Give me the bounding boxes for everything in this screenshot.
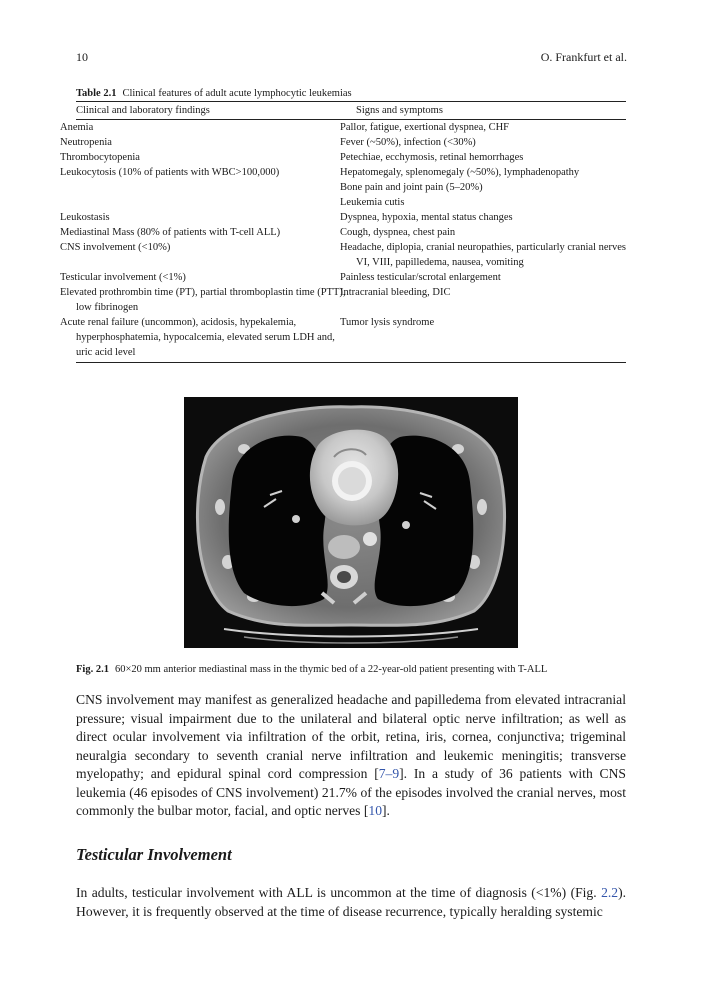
table-row bbox=[76, 225, 626, 240]
signs-cell: Leukemia cutis bbox=[340, 197, 405, 208]
clinical-features-table bbox=[60, 101, 626, 363]
signs-cell: Tumor lysis syndrome bbox=[356, 315, 626, 363]
signs-cell: Hepatomegaly, splenomegaly (~50%), lymphadenopathy bbox=[340, 167, 580, 178]
signs-cell: Fever (~50%), infection (<30%) bbox=[340, 137, 476, 148]
table-row bbox=[76, 285, 626, 315]
finding-cell: Leukostasis bbox=[60, 212, 110, 223]
finding-cell: Leukocytosis (10% of patients with WBC>100,000) bbox=[60, 167, 280, 178]
finding-cell: Acute renal failure (uncommon), acidosis, hypekalemia, hyperphosphatemia, hypocalcemia, elevated serum LDH and, uric acid level bbox=[76, 315, 356, 363]
table-body bbox=[60, 120, 626, 363]
finding-cell: Neutropenia bbox=[60, 137, 112, 148]
citation-link[interactable]: 7–9 bbox=[378, 766, 400, 781]
paragraph-text: CNS involvement may manifest as generalized headache and papilledema from elevated intracranial pressure; visual impairment due to the unilateral and bilateral optic nerve infiltration; as well as direct ocular involvement via infiltration of the orbit, retina, iris, cornea, conjunctiva; trigeminal neuralgia secondary to seventh cranial nerve infiltration and leukemic meningitis; transverse myelopathy; and epidural spinal cord compression [ bbox=[76, 692, 626, 781]
finding-cell: Mediastinal Mass (80% of patients with T-cell ALL) bbox=[60, 227, 281, 238]
signs-cell: Petechiae, ecchymosis, retinal hemorrhages bbox=[340, 152, 524, 163]
signs-cell: Intracranial bleeding, DIC bbox=[340, 287, 451, 298]
signs-cell: Dyspnea, hypoxia, mental status changes bbox=[340, 212, 513, 223]
signs-cell: Cough, dyspnea, chest pain bbox=[340, 227, 456, 238]
finding-cell bbox=[76, 180, 356, 195]
table-header-findings: Clinical and laboratory findings bbox=[76, 102, 356, 120]
signs-cell: Pallor, fatigue, exertional dyspnea, CHF bbox=[340, 122, 509, 133]
paragraph-text: ]. bbox=[381, 803, 390, 818]
citation-link[interactable]: 10 bbox=[368, 803, 382, 818]
figure-caption bbox=[76, 664, 547, 675]
table-row bbox=[76, 240, 626, 270]
finding-cell bbox=[76, 195, 356, 210]
table-row bbox=[76, 150, 626, 165]
signs-cell: Bone pain and joint pain (5–20%) bbox=[340, 182, 483, 193]
running-author: O. Frankfurt et al. bbox=[540, 50, 627, 64]
figure-caption-text: 60×20 mm anterior mediastinal mass in the thymic bed of a 22-year-old patient presenting with T-ALL bbox=[114, 664, 548, 675]
table-row bbox=[76, 180, 626, 195]
ct-scan-drawing bbox=[184, 397, 518, 648]
finding-cell: Thrombocytopenia bbox=[60, 152, 140, 163]
table-header-signs: Signs and symptoms bbox=[356, 102, 626, 120]
table-row bbox=[76, 165, 626, 180]
table-row bbox=[76, 135, 626, 150]
table-label: Table 2.1 bbox=[76, 88, 117, 99]
body-paragraph bbox=[76, 691, 626, 821]
table-caption-text: Clinical features of adult acute lymphocytic leukemias bbox=[122, 88, 352, 99]
table-caption bbox=[76, 88, 352, 99]
paragraph-text: ). However, it is frequently observed at the time of disease recurrence, typically heralding systemic bbox=[76, 885, 626, 919]
finding-cell: Anemia bbox=[60, 122, 94, 133]
table-row bbox=[76, 120, 626, 136]
figure-reference-link[interactable]: 2.2 bbox=[601, 885, 619, 900]
table-row bbox=[76, 270, 626, 285]
table-row bbox=[76, 210, 626, 225]
signs-cell: Headache, diplopia, cranial neuropathies, particularly cranial nerves VI, VIII, papilledema, nausea, vomiting bbox=[340, 242, 626, 268]
section-heading: Testicular Involvement bbox=[76, 845, 232, 864]
paragraph-text: ]. In a study of 36 patients with CNS leukemia (46 episodes of CNS involvement) 21.7% of the episodes involved the cranial nerves, most commonly the bulbar motor, facial, and optic nerves [ bbox=[76, 766, 626, 818]
page-number: 10 bbox=[76, 50, 88, 64]
finding-cell: Elevated prothrombin time (PT), partial thromboplastin time (PTT), low fibrinogen bbox=[60, 287, 346, 313]
ct-scan-image bbox=[184, 397, 518, 648]
body-paragraph bbox=[76, 884, 626, 921]
table-row bbox=[76, 315, 626, 363]
figure-label: Fig. 2.1 bbox=[76, 664, 109, 675]
paragraph-text: In adults, testicular involvement with ALL is uncommon at the time of diagnosis (<1%) (Fig. bbox=[76, 885, 602, 900]
finding-cell: CNS involvement (<10%) bbox=[60, 242, 171, 253]
signs-cell: Painless testicular/scrotal enlargement bbox=[340, 272, 501, 283]
table-row bbox=[76, 195, 626, 210]
finding-cell: Testicular involvement (<1%) bbox=[60, 272, 186, 283]
